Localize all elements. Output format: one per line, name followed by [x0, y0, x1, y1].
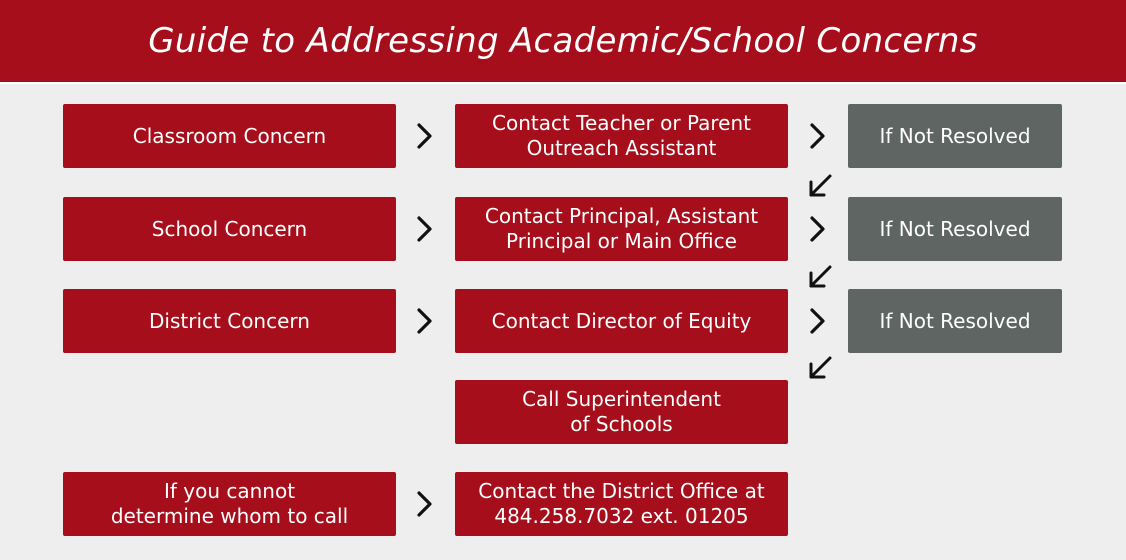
arrow-down-left-icon [806, 172, 834, 200]
action-box-contact-teacher: Contact Teacher or Parent Outreach Assistant [455, 104, 788, 168]
chevron-right-icon [806, 122, 830, 150]
arrow-down-left-icon [806, 354, 834, 382]
action-box-contact-principal: Contact Principal, Assistant Principal or Main Office [455, 197, 788, 261]
escalation-box-3: If Not Resolved [848, 289, 1062, 353]
action-box-contact-district-office: Contact the District Office at 484.258.7032 ext. 01205 [455, 472, 788, 536]
action-box-contact-director: Contact Director of Equity [455, 289, 788, 353]
chevron-right-icon [413, 215, 437, 243]
chevron-right-icon [413, 307, 437, 335]
escalation-box-1: If Not Resolved [848, 104, 1062, 168]
escalation-box-2: If Not Resolved [848, 197, 1062, 261]
concern-box-classroom: Classroom Concern [63, 104, 396, 168]
chevron-right-icon [413, 122, 437, 150]
arrow-down-left-icon [806, 263, 834, 291]
title-banner [0, 0, 1126, 84]
action-box-call-superintendent: Call Superintendent of Schools [455, 380, 788, 444]
fallback-condition-box: If you cannot determine whom to call [63, 472, 396, 536]
chevron-right-icon [806, 215, 830, 243]
concern-box-district: District Concern [63, 289, 396, 353]
page-title: Guide to Addressing Academic/School Concerns [148, 21, 978, 61]
chevron-right-icon [413, 490, 437, 518]
concern-box-school: School Concern [63, 197, 396, 261]
chevron-right-icon [806, 307, 830, 335]
